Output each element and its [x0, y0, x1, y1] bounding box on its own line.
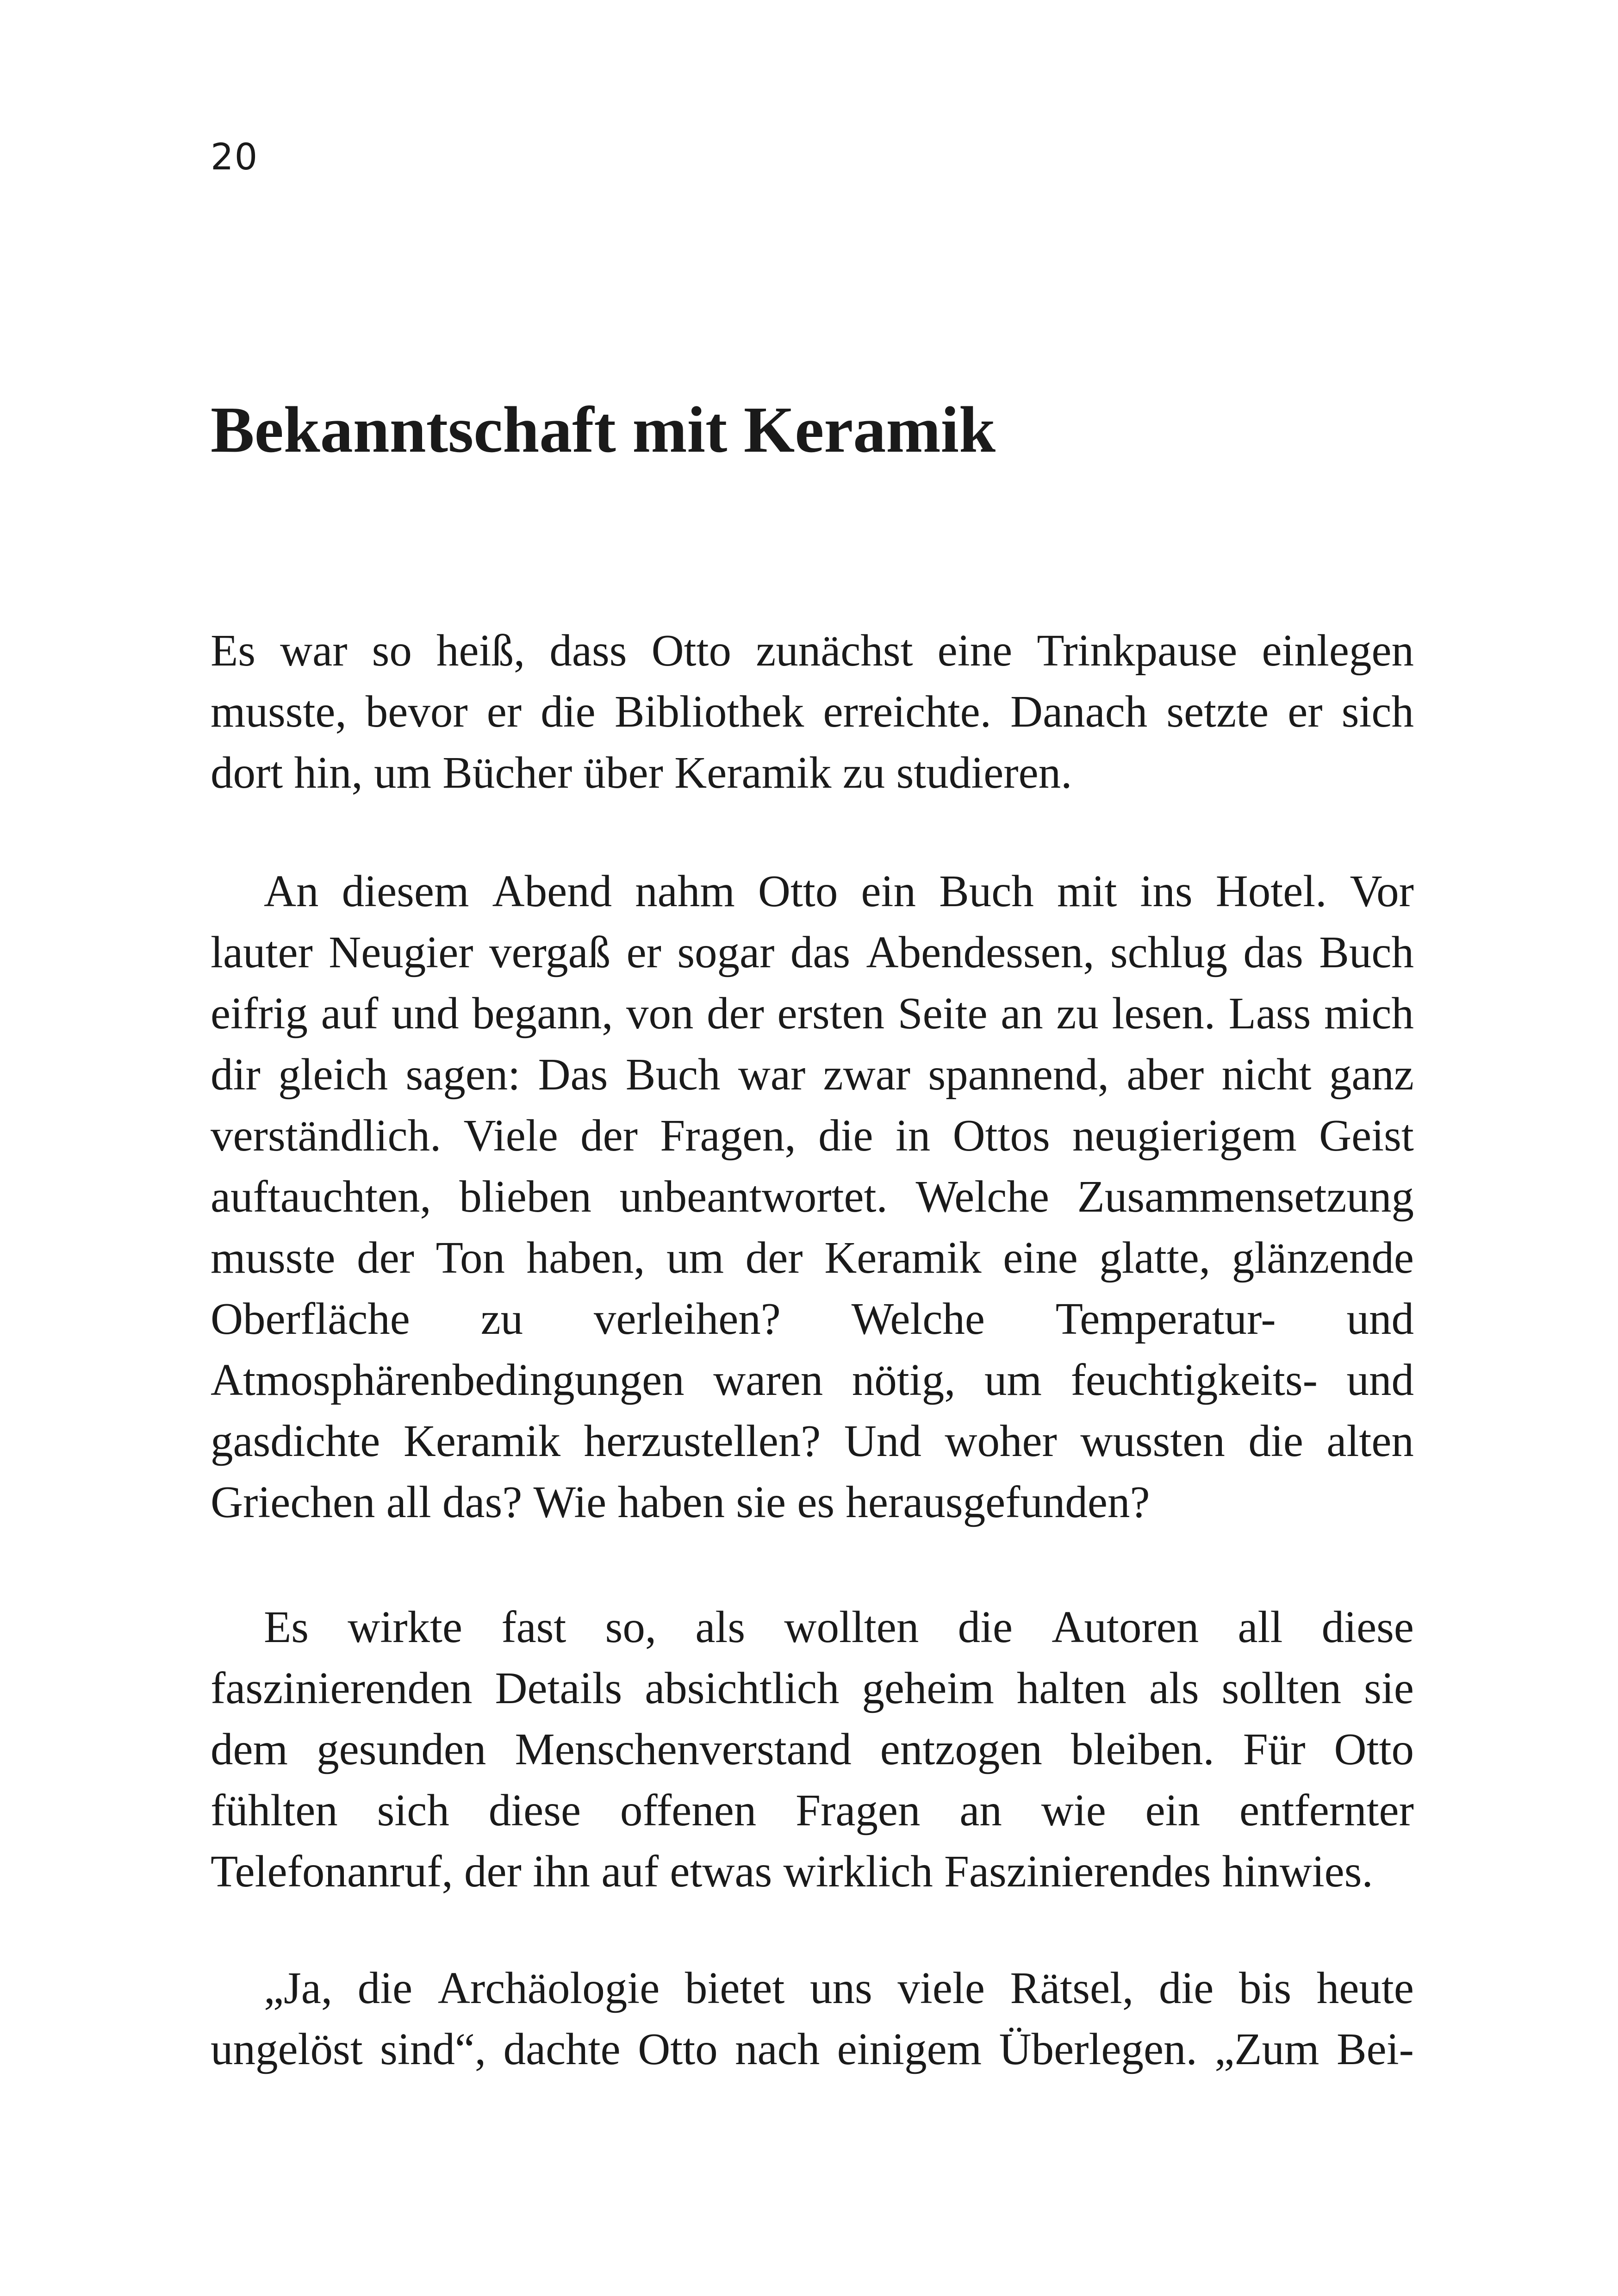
text-line: An diesem Abend nahm Otto ein Buch mit ins Hotel. Vor — [264, 866, 1414, 916]
paragraph — [211, 861, 1414, 1533]
page-number: 20 — [211, 137, 259, 178]
text-line: lauter Neugier vergaß er sogar das Abendessen, schlug das Buch — [211, 927, 1414, 977]
text-line: dir gleich sagen: Das Buch war zwar spannend, aber nicht ganz — [211, 1050, 1414, 1099]
paragraph — [211, 620, 1414, 803]
text-line: Griechen all das? Wie haben sie es herausgefunden? — [211, 1477, 1150, 1527]
text-line: faszinierenden Details absichtlich geheim halten als sollten sie — [211, 1663, 1414, 1713]
text-line: musste, bevor er die Bibliothek erreichte. Danach setzte er sich — [211, 687, 1414, 736]
text-line: verständlich. Viele der Fragen, die in Ottos neugierigem Geist — [211, 1111, 1414, 1160]
text-line: fühlten sich diese offenen Fragen an wie ein entfernter — [211, 1786, 1414, 1835]
text-line: Es war so heiß, dass Otto zunächst eine Trinkpause einlegen — [211, 626, 1414, 675]
text-line: Es wirkte fast so, als wollten die Autoren all diese — [264, 1602, 1414, 1652]
chapter-title: Bekanntschaft mit Keramik — [211, 393, 996, 466]
text-line: auftauchten, blieben unbeantwortet. Welche Zusammensetzung — [211, 1172, 1414, 1221]
paragraph — [211, 1958, 1414, 2080]
text-line: eifrig auf und begann, von der ersten Seite an zu lesen. Lass mich — [211, 989, 1414, 1038]
text-line: dort hin, um Bücher über Keramik zu studieren. — [211, 748, 1072, 797]
paragraph — [211, 1597, 1414, 1902]
text-line: Telefonanruf, der ihn auf etwas wirklich Faszinierendes hinwies. — [211, 1847, 1373, 1896]
text-line: Atmosphärenbedingungen waren nötig, um feuchtigkeits- und — [211, 1355, 1414, 1405]
text-line: musste der Ton haben, um der Keramik eine glatte, glänzende — [211, 1233, 1414, 1282]
text-line: Oberfläche zu verleihen? Welche Temperatur- und — [211, 1294, 1414, 1344]
text-line: „Ja, die Archäologie bietet uns viele Rätsel, die bis heute — [264, 1963, 1414, 2013]
text-line: dem gesunden Menschenverstand entzogen bleiben. Für Otto — [211, 1724, 1414, 1774]
text-line: gasdichte Keramik herzustellen? Und woher wussten die alten — [211, 1416, 1414, 1466]
text-line: ungelöst sind“, dachte Otto nach einigem Überlegen. „Zum Bei- — [211, 2024, 1414, 2074]
